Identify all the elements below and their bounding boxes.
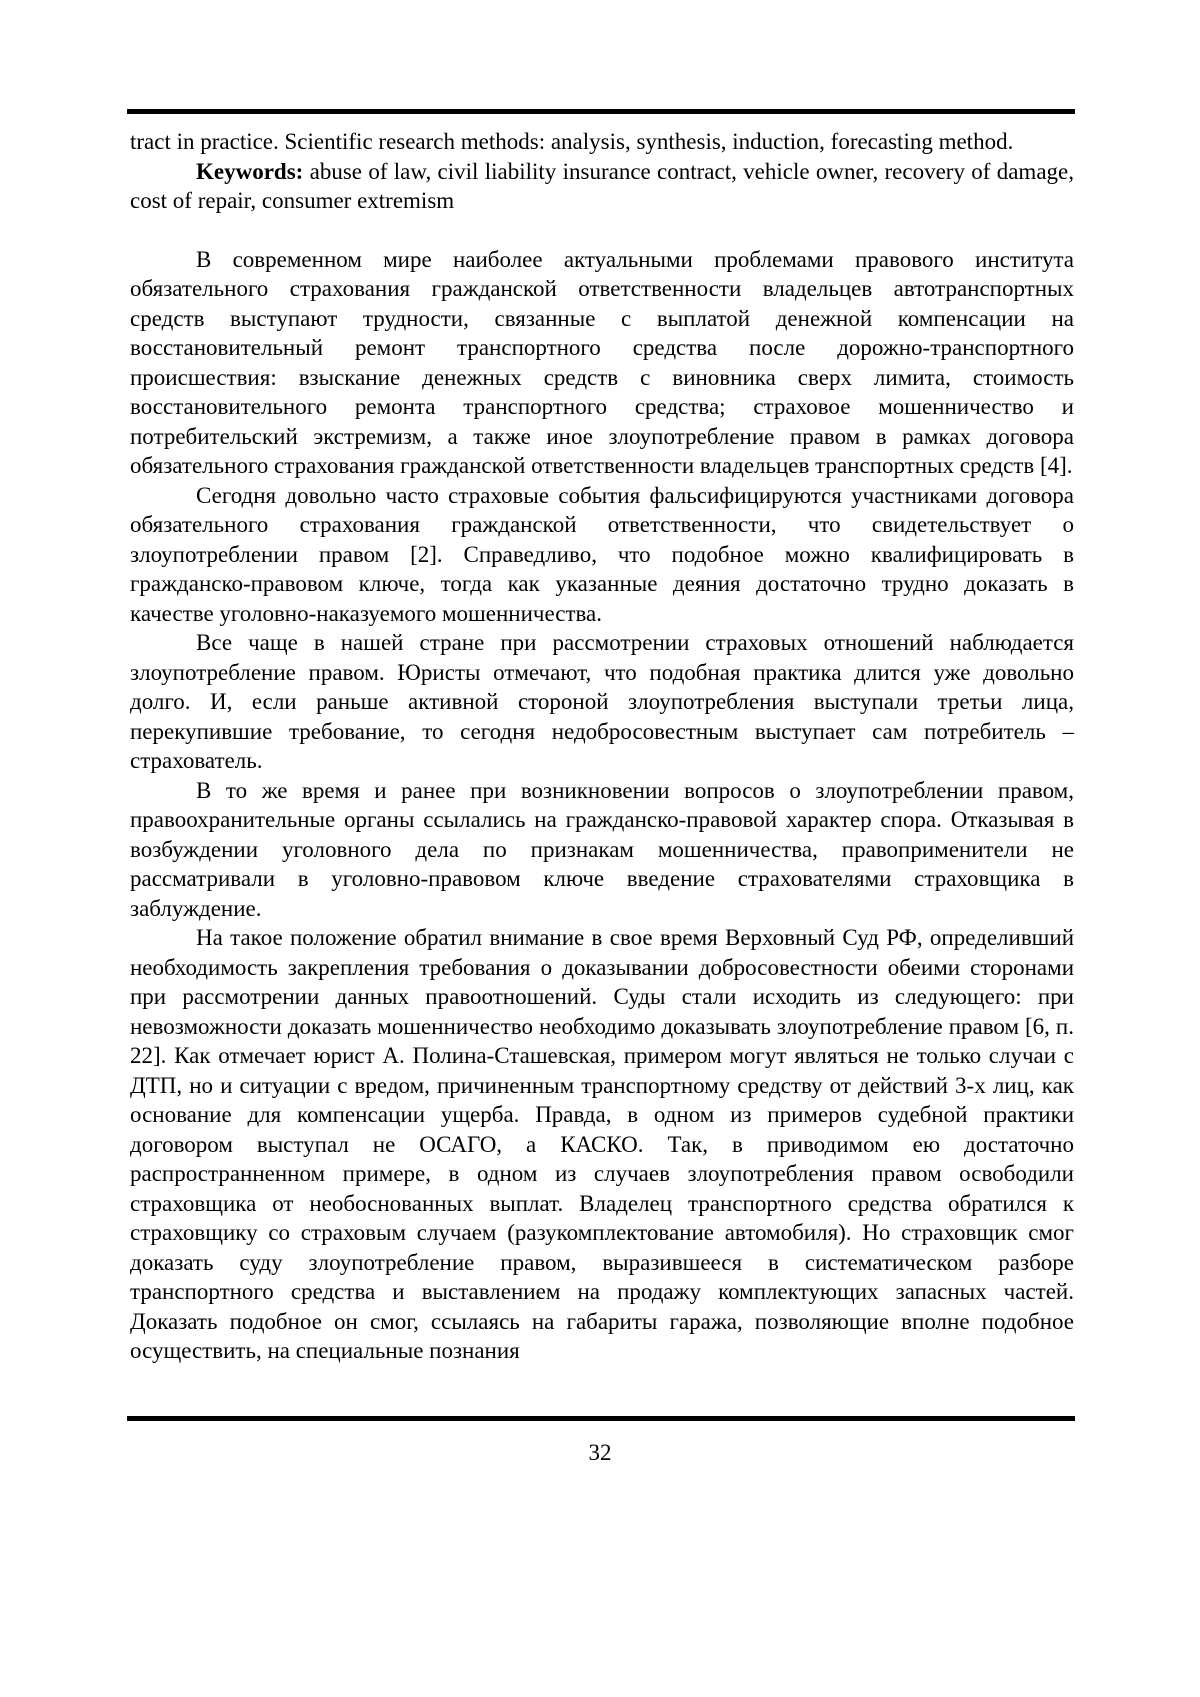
- keywords-text: abuse of law, civil liability insurance contract, vehicle owner, recovery of damage, cost of repair, consumer extremism: [130, 158, 1074, 213]
- bottom-rule: [127, 1416, 1075, 1421]
- body-paragraph: Сегодня довольно часто страховые события фальсифицируются участниками договора обязательного страхования гражданской ответственности, что свидетельствует о злоупотреблении правом [2]. Справедливо, что подобное можно квалифицировать в гражданско-правовом ключе, тогда как указанные деяния достаточно трудно доказать в качестве уголовно-наказуемого мошенничества.: [130, 482, 1074, 626]
- body-paragraph: В то же время и ранее при возникновении вопросов о злоупотреблении правом, правоохранительные органы ссылались на гражданско-правовой характер спора. Отказывая в возбуждении уголовного дела по признакам мошенничества, правоприменители не рассматривали в уголовно-правовом ключе введение страхователями страховщика в заблуждение.: [130, 777, 1074, 921]
- top-rule: [127, 109, 1075, 114]
- keywords-label: Keywords:: [196, 158, 304, 184]
- body-paragraph: В современном мире наиболее актуальными проблемами правового института обязательного страхования гражданской ответственности владельцев автотранспортных средств выступают трудности, связанные с выплатой денежной компенсации на восстановительный ремонт транспортного средства после дорожно-транспортного происшествия: взыскание денежных средств с виновника сверх лимита, стоимость восстановительного ремонта транспортного средства; страховое мошенничество и потребительский экстремизм, а также иное злоупотребление правом в рамках договора обязательного страхования гражданской ответственности владельцев транспортных средств [4].: [130, 246, 1074, 478]
- body-paragraph: Все чаще в нашей стране при рассмотрении страховых отношений наблюдается злоупотребление правом. Юристы отмечают, что подобная практика длится уже довольно долго. И, если раньше активной стороной злоупотребления выступали третьи лица, перекупившие требование, то сегодня недобросовестным выступает сам потребитель – страхователь.: [130, 630, 1074, 773]
- body-paragraph: На такое положение обратил внимание в свое время Верховный Суд РФ, определивший необходимость закрепления требования о доказывании добросовестности обеими сторонами при рассмотрении данных правоотношений. Суды стали исходить из следующего: при невозможности доказать мошенничество необходимо доказывать злоупотребление правом [6, п. 22]. Как отмечает юрист А. Полина-Сташевская, примером могут являться не только случаи с ДТП, но и ситуации с вредом, причиненным транспортному средству от действий 3-х лиц, как основание для компенсации ущерба. Правда, в одном из примеров судебной практики договором выступал не ОСАГО, а КАСКО. Так, в приводимом ею достаточно распространненном примере, в одном из случаев злоупотребления правом освободили страховщика от необоснованных выплат. Владелец транспортного средства обратился к страховщику со страховым случаем (разукомплектование автомобиля). Но страховщик смог доказать суду злоупотребление правом, выразившееся в систематическом разборе транспортного средства и выставлением на продажу комплектующих запасных частей. Доказать подобное он смог, ссылаясь на габариты гаража, позволяющие вполне подобное осуществить, на специальные познания: [130, 925, 1074, 1363]
- abstract-continuation: tract in practice. Scientific research methods: analysis, synthesis, induction, forecasting method.: [130, 129, 1014, 154]
- page-number: 32: [588, 1440, 612, 1465]
- page-body: [130, 127, 1074, 1366]
- keywords-paragraph: [130, 157, 1074, 216]
